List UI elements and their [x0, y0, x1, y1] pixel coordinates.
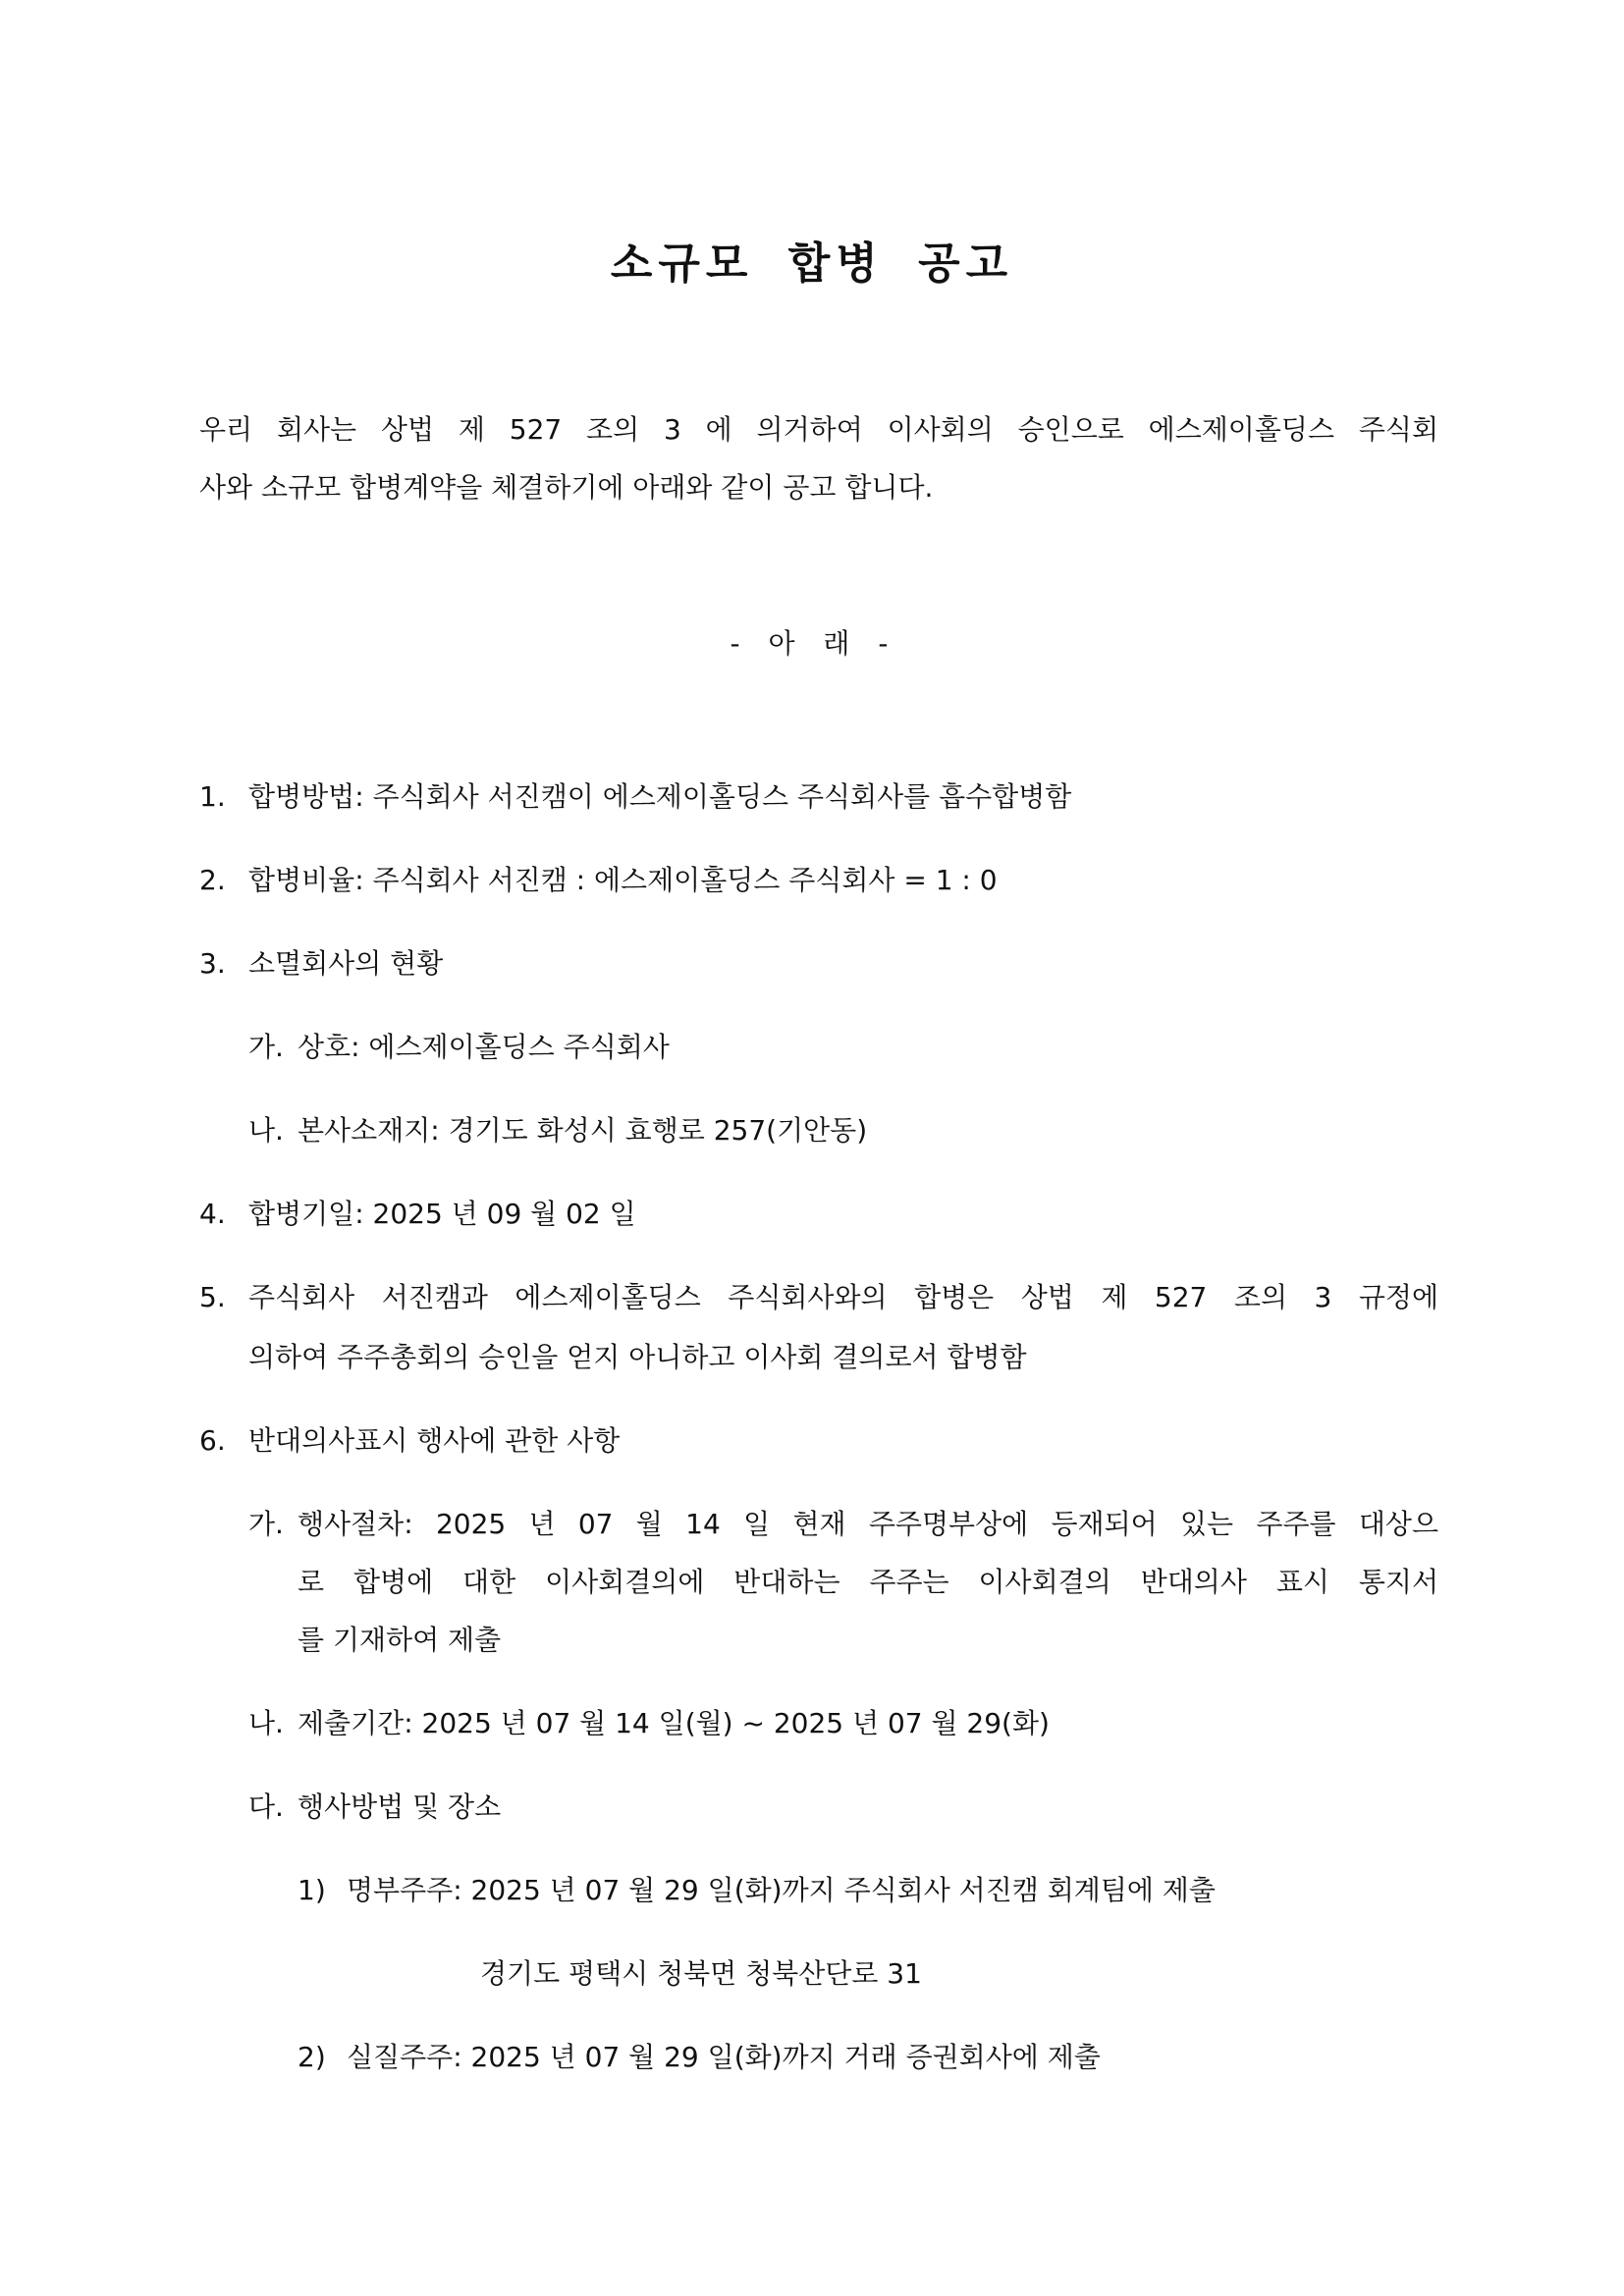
item-number: 1. — [199, 780, 226, 813]
sub-sub-item-text: 실질주주: 2025 년 07 월 29 일(화)까지 거래 증권회사에 제출 — [347, 2041, 1101, 2073]
item-text: 합병방법: 주식회사 서진캠이 에스제이홀딩스 주식회사를 흡수합병함 — [248, 780, 1072, 813]
intro-line-2: 사와 소규모 합병계약을 체결하기에 아래와 같이 공고 합니다. — [199, 471, 934, 504]
sub-item-text: 행사방법 및 장소 — [298, 1790, 502, 1823]
sub-item-mark: 다. — [248, 1790, 284, 1823]
sub-item-mark: 가. — [248, 1508, 284, 1540]
item-text-line-2: 의하여 주주총회의 승인을 얻지 아니하고 이사회 결의로서 합병함 — [248, 1341, 1027, 1373]
sub-item-mark: 나. — [248, 1707, 284, 1739]
sub-item-mark: 가. — [248, 1031, 284, 1063]
item-number: 3. — [199, 947, 226, 980]
item-number: 2. — [199, 864, 226, 896]
sub-item-mark: 나. — [248, 1114, 284, 1147]
sub-item-text: 상호: 에스제이홀딩스 주식회사 — [298, 1031, 670, 1063]
item-number: 4. — [199, 1198, 226, 1230]
address-text: 경기도 평택시 청북면 청북산단로 31 — [480, 1957, 922, 1990]
sub-item-text: 본사소재지: 경기도 화성시 효행로 257(기안동) — [298, 1114, 868, 1147]
item-text: 합병비율: 주식회사 서진캠 : 에스제이홀딩스 주식회사 = 1 : 0 — [248, 864, 998, 896]
sub-item-text-line-3: 를 기재하여 제출 — [298, 1624, 502, 1656]
item-text: 소멸회사의 현황 — [248, 947, 444, 980]
page-title: 소규모 합병 공고 — [610, 239, 1014, 289]
intro-line-1: 우리 회사는 상법 제 527 조의 3 에 의거하여 이사회의 승인으로 에스제이홀딩스 주식회 — [199, 413, 1438, 446]
sub-item-text: 제출기간: 2025 년 07 월 14 일(월) ~ 2025 년 07 월 29(화) — [298, 1707, 1050, 1739]
item-number: 6. — [199, 1424, 226, 1457]
sub-item-text-line-1: 행사절차: 2025 년 07 월 14 일 현재 주주명부상에 등재되어 있는 주주를 대상으 — [298, 1508, 1438, 1540]
sub-sub-item-text: 명부주주: 2025 년 07 월 29 일(화)까지 주식회사 서진캠 회계팀에 제출 — [347, 1874, 1216, 1906]
sub-sub-item-mark: 2) — [298, 2041, 326, 2073]
item-text: 합병기일: 2025 년 09 월 02 일 — [248, 1198, 636, 1230]
section-heading: - 아 래 - — [730, 627, 894, 660]
sub-sub-item-mark: 1) — [298, 1874, 326, 1906]
item-text-line-1: 주식회사 서진캠과 에스제이홀딩스 주식회사와의 합병은 상법 제 527 조의 3 규정에 — [248, 1281, 1438, 1313]
item-text: 반대의사표시 행사에 관한 사항 — [248, 1424, 621, 1457]
item-number: 5. — [199, 1281, 226, 1313]
sub-item-text-line-2: 로 합병에 대한 이사회결의에 반대하는 주주는 이사회결의 반대의사 표시 통지서 — [298, 1566, 1438, 1598]
